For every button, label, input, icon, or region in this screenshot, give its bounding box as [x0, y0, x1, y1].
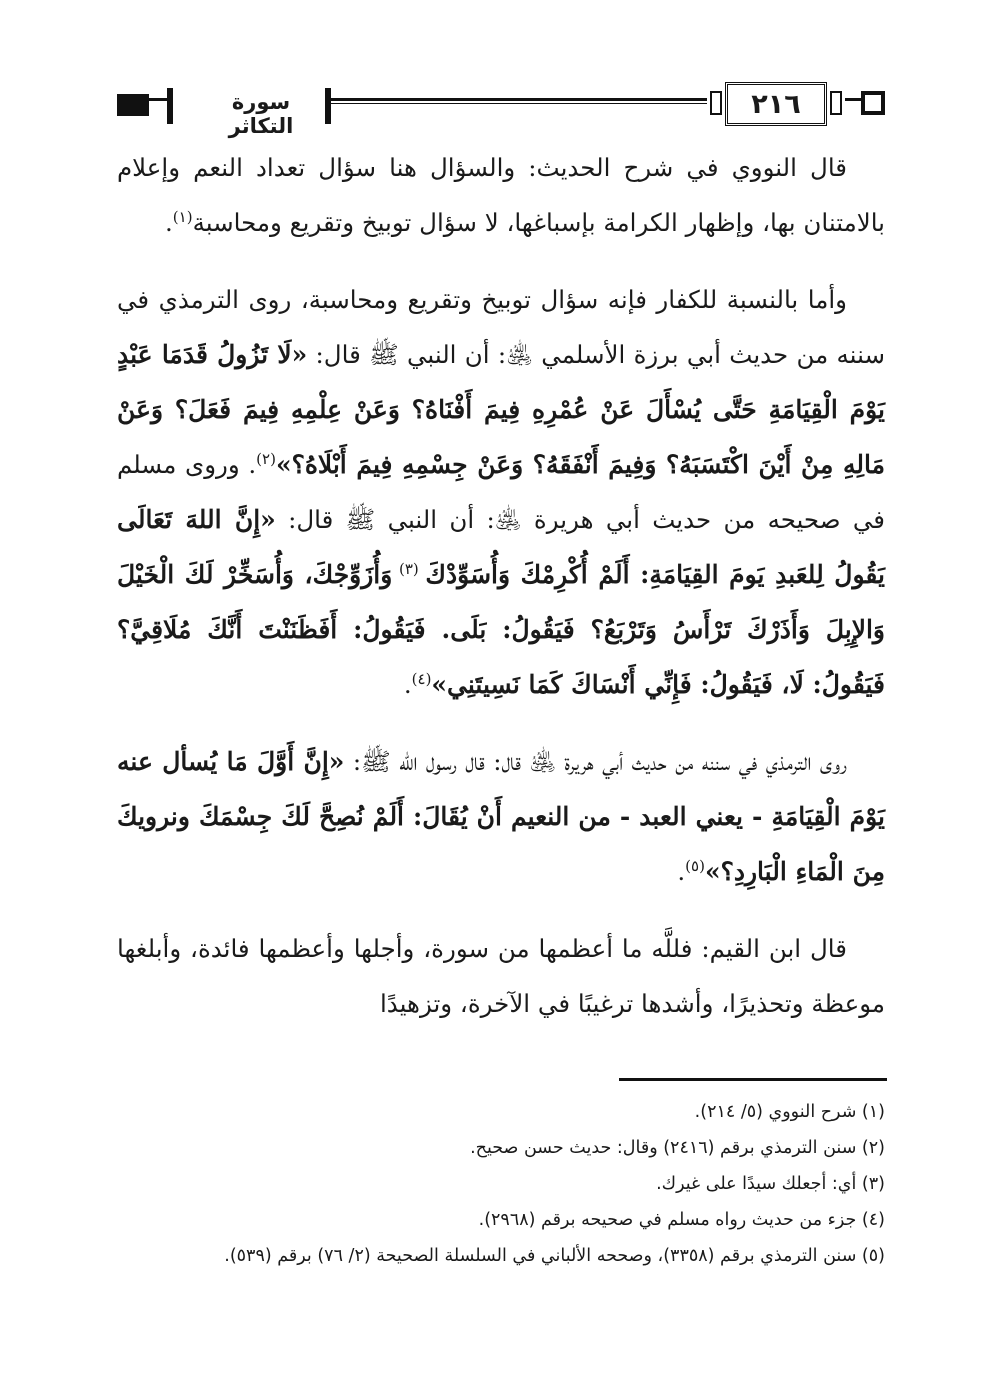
paragraph-p3 [117, 734, 885, 899]
header-rule-thin [331, 103, 707, 104]
footnote-2: (٢) سنن الترمذي برقم (٢٤١٦) وقال: حديث حسن صحيح. [470, 1138, 885, 1158]
header-rule-segment [149, 98, 167, 101]
paragraph-text: قال ابن القيم: فللَّه ما أعظمها من سورة، وأجلها وأعظمها فائدة، وأبلغها موعظة وتحذيرًا، وأشدها ترغيبًا في الآخرة، وتزهيدًا [117, 934, 885, 1018]
footnote-ref: (١) [172, 207, 193, 226]
main-text [117, 140, 885, 1031]
footnote-1: (١) شرح النووي (٥/ ٢١٤). [694, 1102, 885, 1122]
hadith-text: «لَا تَزُولُ قَدَمَا عَبْدٍ يَوْمَ الْقِيَامَةِ حَتَّى يُسْأَلَ عَنْ عُمْرِهِ فِيمَ أَفْنَاهُ؟ وَعَنْ عِلْمِهِ فِيمَ فَعَلَ؟ وَعَنْ مَالِهِ مِنْ أَيْنَ اكْتَسَبَهُ؟ وَفِيمَ أَنْفَقَهُ؟ وَعَنْ جِسْمِهِ فِيمَ أَبْلَاهُ؟» [117, 340, 885, 479]
hadith-text: «إِنَّ أَوَّلَ مَا يُسأل عنه يَوْمَ الْقِيَامَةِ - يعني العبد - من النعيم أَنْ يُقَالَ: أَلَمْ نُصِحَّ لَكَ جِسْمَكَ ونرويكَ مِنَ الْمَاءِ الْبَارِدِ؟» [117, 747, 885, 886]
footnote-ref: (٣) [392, 559, 426, 578]
footnote-separator [619, 1078, 887, 1081]
paragraph-p1 [117, 140, 885, 250]
footnotes [117, 1094, 885, 1274]
header-rule-long [331, 98, 707, 101]
header-mid-bar-ornament [325, 88, 331, 124]
header-left-bar-ornament [167, 88, 173, 124]
footnote-ref: (٤) [411, 669, 432, 688]
footnote-3: (٣) أي: أجعلك سيدًا على غيرك. [656, 1174, 885, 1194]
paragraph-text: . [677, 857, 686, 886]
page-header [117, 82, 885, 138]
paragraph-text: وأما بالنسبة للكفار فإنه سؤال توبيخ وتقريع ومحاسبة، روى الترمذي في سننه من حديث أبي برزة الأسلمي ﵁: أن النبي ﷺ قال: [117, 285, 885, 369]
paragraph-p4 [117, 921, 885, 1031]
paragraph-text: . [403, 670, 412, 699]
header-left-square-ornament [117, 94, 149, 116]
paragraph-text: . وروى مسلم في صحيحه من حديث أبي هريرة ﵁: أن النبي ﷺ قال: [117, 450, 885, 534]
paragraph-text: روى الترمذي في سننه من حديث أبي هريرة ﵁ قال: قال رسول الله ﷺ: [344, 747, 848, 776]
footnote-ref: (٢) [256, 449, 276, 468]
paragraph-p2 [117, 272, 885, 712]
page-number: ٢١٦ [751, 88, 801, 120]
header-right-square-ornament [861, 91, 885, 115]
footnote-4: (٤) جزء من حديث رواه مسلم في صحيحه برقم (٢٩٦٨). [478, 1210, 885, 1230]
page-number-frame [725, 82, 827, 126]
hadith-text: «إِنَّ اللهَ تَعَالَى يَقُولُ لِلعَبدِ يَومَ القِيَامَةِ: أَلَمْ أُكْرِمْكَ وَأُسَوِّدْكَ [117, 505, 885, 589]
footnote-ref: (٥) [685, 856, 705, 875]
paragraph-text: . [164, 208, 173, 237]
paragraph-text: قال النووي في شرح الحديث: والسؤال هنا سؤال تعداد النعم وإعلام بالامتنان بها، وإظهار الكرامة بإسباغها، لا سؤال توبيخ وتقريع ومحاسبة [117, 153, 885, 237]
hadith-text: وَأُزَوِّجْكَ، وَأُسَخِّرْ لَكَ الْخَيْلَ وَالإِبِلَ وَأَذَرْكَ تَرْأَسُ وَتَرْبَعُ؟ فَيَقُولُ: بَلَى. فَيَقُولُ: أَفَظَنَنْتَ أَنَّكَ مُلَاقِيَّ؟ فَيَقُولُ: لَا، فَيَقُولُ: فَإِنِّي أَنْسَاكَ كَمَا نَسِيتَنِي» [117, 560, 885, 699]
surah-title: سورة التكاثر [228, 90, 294, 138]
footnote-5: (٥) سنن الترمذي برقم (٣٣٥٨)، وصححه الألباني في السلسلة الصحيحة (٢/ ٧٦) برقم (٥٣٩). [224, 1246, 885, 1266]
